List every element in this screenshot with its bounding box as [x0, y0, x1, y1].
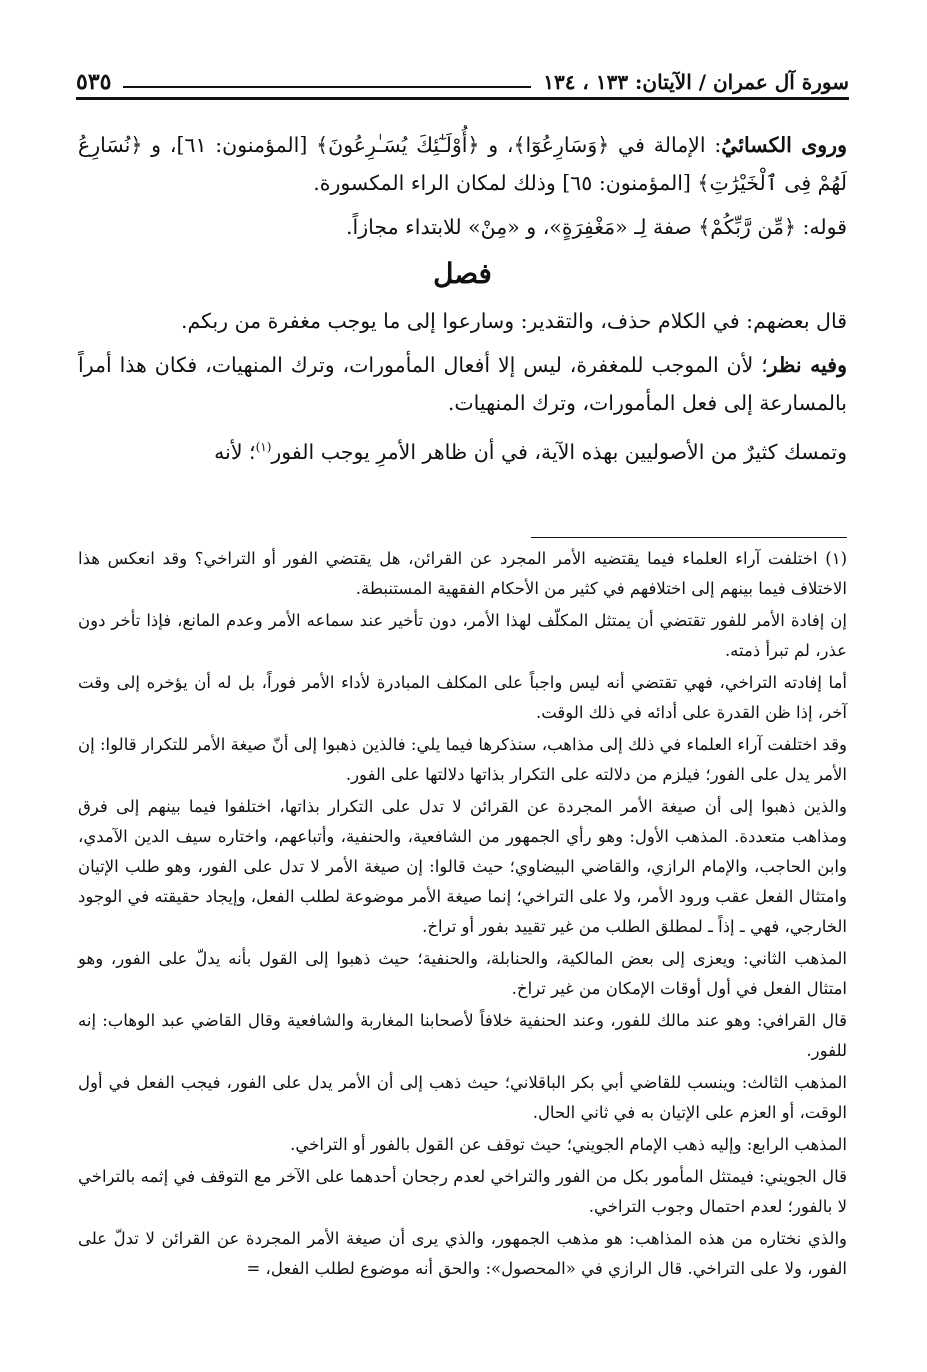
running-header	[76, 58, 849, 94]
paragraph-3: قال بعضهم: في الكلام حذف، والتقدير: وسارعوا إلى ما يوجب مغفرة من ربكم.	[180, 309, 847, 333]
footnote-paragraph: والذين ذهبوا إلى أن صيغة الأمر المجردة عن القرائن لا تدل على التكرار بذاتها، اختلفوا فيما بينهم إلى فرق ومذاهب متعددة. المذهب الأول: وهو رأي الجمهور من الشافعية، والحنفية، وأتباعهم، واختاره سيف الدين الآمدي، وابن الحاجب، والإمام الرازي، والقاضي البيضاوي؛ حيث قالوا: إن صيغة الأمر لا تدل على الفور، وهو طلب الإتيان وامتثال الفعل عقب ورود الأمر، ولا على التراخي؛ إنما صيغة الأمر موضوعة لطلب الفعل، وإيجاد حقيقته في الوجود الخارجي، فهي ـ إذاً ـ لمطلق الطلب من غير تقييد بفور أو تراخ.	[78, 797, 847, 936]
header-divider	[76, 97, 849, 100]
page-number: ٥٣٥	[76, 69, 112, 95]
paragraph-1-lead: وروى الكسائيُ	[721, 133, 847, 157]
header-leader-line	[123, 86, 531, 88]
footnote-paragraph: إن إفادة الأمر للفور تقتضي أن يمتثل المكلّف لهذا الأمر، دون تأخير عند سماعه الأمر وعدم المانع، فإذا تأخر دون عذر، لم تبرأ ذمته.	[78, 611, 847, 660]
paragraph-1	[78, 126, 847, 202]
footnote-paragraph: والذي نختاره من هذه المذاهب: هو مذهب الجمهور، والذي يرى أن صيغة الأمر المجردة عن القرائن لا تدلّ على الفور، ولا على التراخي. قال الرازي في «المحصول»: والحق أنه موضوع لطلب الفعل، =	[78, 1229, 847, 1278]
paragraph-5-tail: ؛ لأنه	[214, 439, 256, 464]
footnote-paragraph: المذهب الرابع: وإليه ذهب الإمام الجويني؛ حيث توقف عن القول بالفور أو التراخي.	[290, 1135, 847, 1154]
paragraph-4-lead: وفيه نظر	[767, 353, 847, 377]
paragraph-4	[78, 346, 847, 422]
footnotes	[78, 544, 847, 1286]
footnote-paragraph: قال الجويني: فيمتثل المأمور بكل من الفور والتراخي لعدم رجحان أحدهما على الآخر مع التوقف في إثمه بالتراخي لا بالفور؛ لعدم احتمال وجوب التراخي.	[78, 1167, 847, 1216]
paragraph-2: قوله: ﴿مِّن رَّبِّكُمْ﴾ صفة لِـ «مَغْفِرَةٍ»، و «مِنْ» للابتداء مجازاً.	[346, 215, 847, 239]
section-title: فصل	[433, 257, 492, 290]
footnote-paragraph: المذهب الثالث: وينسب للقاضي أبي بكر الباقلاني؛ حيث ذهب إلى أن الأمر يدل على الفور، فيجب الفعل في أول الوقت، أو العزم على الإتيان به في ثاني الحال.	[78, 1073, 847, 1122]
footnote-paragraph: المذهب الثاني: ويعزى إلى بعض المالكية، والحنابلة، والحنفية؛ حيث ذهبوا إلى القول بأنه يدلّ على الفور، وهو امتثال الفعل في أول أوقات الإمكان من غير تراخ.	[78, 949, 847, 998]
footnote-reference[interactable]: (١)	[255, 440, 272, 454]
footnote-paragraph: أما إفادته التراخي، فهي تقتضي أنه ليس واجباً على المكلف المبادرة لأداء الأمر فوراً، بل له أن يؤخره إلى وقت آخر، إذا ظن القدرة على أدائه في ذلك الوقت.	[78, 673, 847, 722]
footnote-divider	[531, 537, 847, 538]
paragraph-4-text: ؛ لأن الموجب للمغفرة، ليس إلا أفعال المأمورات، وترك المنهيات، فكان هذا أمراً بالمسارعة إلى فعل المأمورات، وترك المنهيات.	[78, 353, 847, 415]
main-text	[78, 126, 847, 477]
footnote-paragraph: قال القرافي: وهو عند مالك للفور، وعند الحنفية خلافاً لأصحابنا المغاربة والشافعية وقال القاضي عبد الوهاب: إنه للفور.	[78, 1011, 847, 1060]
header-title: سورة آل عمران / الآيتان: ١٣٣ ، ١٣٤	[543, 70, 849, 94]
paragraph-5	[78, 428, 847, 471]
paragraph-1-text: : الإمالة في ﴿وَسَارِعُوٓا﴾، و ﴿أُوْلَـٰٓئِكَ يُسَـٰرِعُونَ﴾ [المؤمنون: ٦١]، و ﴿نُسَارِعُ لَهُمْ فِى ٱلْخَيْرَٰتِ﴾ [المؤمنون: ٦٥] وذلك لمكان الراء المكسورة.	[78, 133, 847, 195]
footnote-paragraph: (١) اختلفت آراء العلماء فيما يقتضيه الأمر المجرد عن القرائن، هل يقتضي الفور أو التراخي؟ وقد انعكس هذا الاختلاف فيما بينهم إلى اختلافهم في كثير من الأحكام الفقهية المستنبطة.	[78, 549, 847, 598]
footnote-paragraph: وقد اختلفت آراء العلماء في ذلك إلى مذاهب، سنذكرها فيما يلي: فالذين ذهبوا إلى أنّ صيغة الأمر للتكرار قالوا: إن الأمر يدل على الفور؛ فيلزم من دلالته على التكرار بذاتها دلالتها على الفور.	[78, 735, 847, 784]
paragraph-5-text: وتمسك كثيرٌ من الأصوليين بهذه الآية، في أن ظاهر الأمرِ يوجب الفور	[271, 439, 847, 464]
